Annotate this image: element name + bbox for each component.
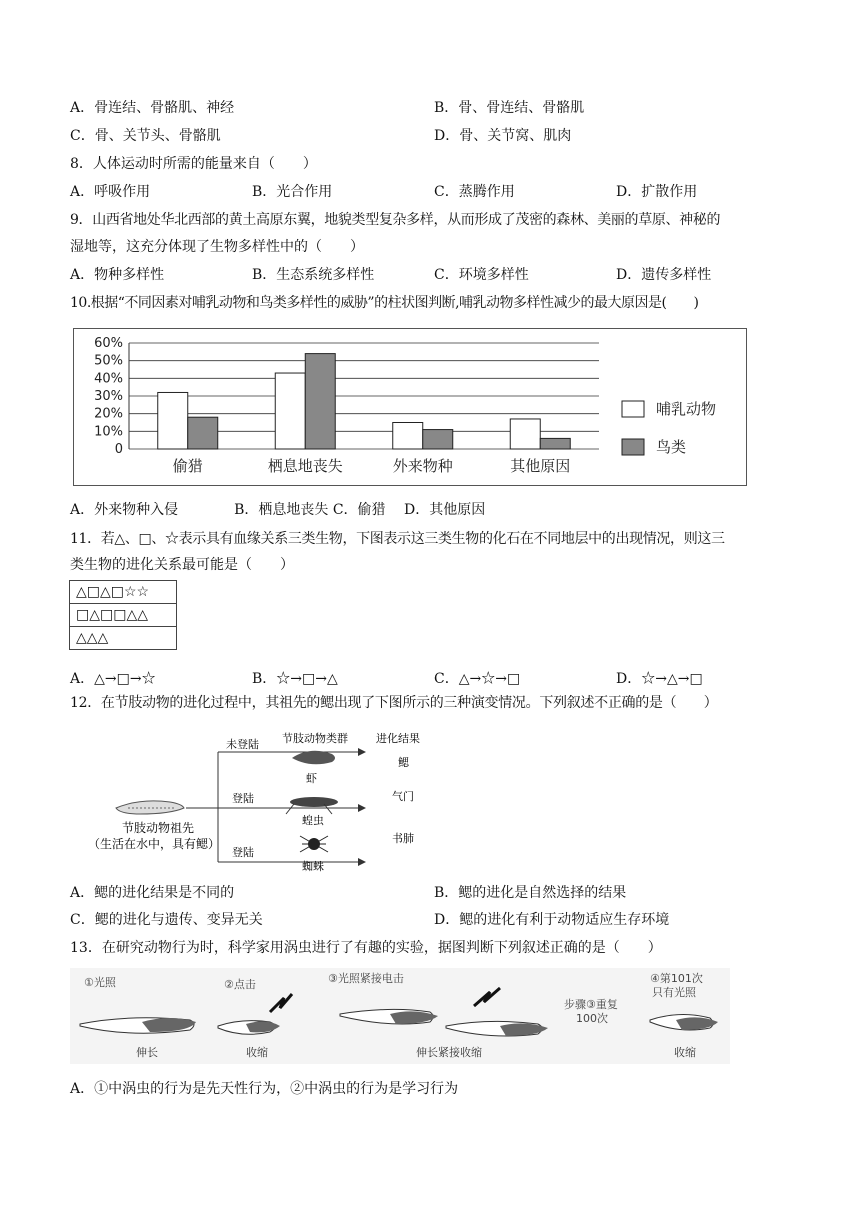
q8-option-c: C．蒸腾作用 bbox=[434, 184, 515, 200]
q9-stem-line1: 9．山西省地处华北西部的黄土高原东翼，地貌类型复杂多样，从而形成了茂密的森林、美丽的草原、神秘的 bbox=[70, 212, 721, 228]
ancestor-desc: （生活在水中，具有鳃） bbox=[88, 837, 221, 851]
branch-label-2: 登陆 bbox=[232, 792, 254, 805]
bar-mammal bbox=[393, 423, 423, 450]
animal-locust: 蝗虫 bbox=[302, 814, 324, 827]
q13-stem: 13．在研究动物行为时，科学家用涡虫进行了有趣的实验，据图判断下列叙述正确的是（ ） bbox=[70, 940, 662, 956]
caption-contract: 收缩 bbox=[246, 1046, 268, 1059]
fossil-strata-table bbox=[69, 580, 177, 650]
legend-label: 鸟类 bbox=[656, 438, 687, 456]
q11-option-d: D．☆→△→□ bbox=[616, 671, 703, 687]
q12-option-c: C．鳃的进化与遗传、变异无关 bbox=[70, 912, 263, 928]
threat-bar-chart bbox=[73, 328, 747, 486]
ancestor-label: 节肢动物祖先 bbox=[122, 821, 195, 835]
y-tick-label: 20% bbox=[94, 406, 123, 422]
q8-option-a: A．呼吸作用 bbox=[70, 184, 151, 200]
animal-shrimp: 虾 bbox=[306, 772, 317, 785]
q11-option-b: B．☆→□→△ bbox=[252, 671, 338, 687]
q12-option-b: B．鳃的进化是自然选择的结果 bbox=[434, 885, 627, 901]
q8-option-b: B．光合作用 bbox=[252, 184, 333, 200]
repeat-label-2: 100次 bbox=[576, 1012, 608, 1025]
q9-stem-line2: 湿地等，这充分体现了生物多样性中的（ ） bbox=[70, 239, 364, 255]
q11-option-c: C．△→☆→□ bbox=[434, 671, 521, 687]
y-tick-label: 30% bbox=[94, 389, 123, 404]
col-header-result: 进化结果 bbox=[376, 732, 420, 745]
q11-option-a: A．△→□→☆ bbox=[70, 671, 156, 687]
legend-swatch bbox=[622, 401, 644, 417]
x-tick-label: 偷猎 bbox=[172, 457, 203, 475]
q8-option-d: D．扩散作用 bbox=[616, 184, 698, 200]
bar-bird bbox=[423, 430, 453, 449]
q7-option-c: C．骨、关节头、骨骼肌 bbox=[70, 128, 221, 144]
q10-stem: 10.根据“不同因素对哺乳动物和鸟类多样性的威胁”的柱状图判断,哺乳动物多样性减少的最大原因是( ) bbox=[70, 295, 699, 311]
result-gill: 鳃 bbox=[398, 756, 409, 769]
shrimp-icon bbox=[292, 751, 335, 764]
y-tick-label: 60% bbox=[94, 336, 123, 351]
step4-label-2: 只有光照 bbox=[652, 986, 696, 999]
branch-label-3: 登陆 bbox=[232, 846, 254, 859]
q8-stem: 8．人体运动时所需的能量来自（ ） bbox=[70, 156, 317, 172]
repeat-label-1: 步骤③重复 bbox=[564, 998, 618, 1011]
y-tick-label: 10% bbox=[94, 424, 123, 440]
q9-option-b: B．生态系统多样性 bbox=[252, 267, 375, 283]
q7-option-b: B．骨、骨连结、骨骼肌 bbox=[434, 100, 585, 116]
stratum-cell: △△△ bbox=[70, 627, 177, 650]
caption-extend: 伸长 bbox=[136, 1046, 158, 1059]
q12-stem: 12．在节肢动物的进化过程中，其祖先的鳃出现了下图所示的三种演变情况。下列叙述不正确的是（ ） bbox=[70, 695, 718, 711]
arthropod-evolution-figure bbox=[70, 728, 450, 876]
step1-label: ①光照 bbox=[84, 976, 116, 989]
q7-option-a: A．骨连结、骨骼肌、神经 bbox=[70, 100, 235, 116]
x-tick-label: 其他原因 bbox=[510, 457, 571, 475]
spider-icon bbox=[300, 836, 328, 852]
q9-option-c: C．环境多样性 bbox=[434, 267, 529, 283]
bar-chart-svg bbox=[74, 329, 746, 485]
q13-option-a: A．①中涡虫的行为是先天性行为，②中涡虫的行为是学习行为 bbox=[70, 1081, 459, 1097]
bar-bird bbox=[188, 417, 218, 449]
bar-bird bbox=[540, 438, 570, 449]
q11-stem-line1: 11．若△、□、☆表示具有血缘关系三类生物，下图表示这三类生物的化石在不同地层中的出现情况，则这三 bbox=[70, 531, 725, 547]
result-spiracle: 气门 bbox=[392, 790, 414, 803]
step4-label-1: ④第101次 bbox=[650, 972, 703, 985]
bar-bird bbox=[305, 354, 335, 449]
stratum-row bbox=[70, 581, 177, 604]
y-tick-label: 0 bbox=[114, 442, 123, 457]
col-header-group: 节肢动物类群 bbox=[282, 732, 348, 745]
bar-mammal bbox=[510, 419, 540, 449]
caption-contract-2: 收缩 bbox=[674, 1046, 696, 1059]
y-tick-label: 50% bbox=[94, 353, 123, 369]
caption-extend-contract: 伸长紧接收缩 bbox=[416, 1046, 482, 1059]
q9-option-a: A．物种多样性 bbox=[70, 267, 165, 283]
animal-spider: 蜘蛛 bbox=[302, 860, 324, 873]
y-tick-label: 40% bbox=[94, 371, 123, 387]
legend-swatch bbox=[622, 439, 644, 455]
q10-options: A．外来物种入侵 B．栖息地丧失 C．偷猎 D．其他原因 bbox=[70, 502, 486, 518]
result-book-lung: 书肺 bbox=[392, 832, 414, 845]
x-tick-label: 外来物种 bbox=[392, 457, 453, 475]
stratum-cell: △□△□☆☆ bbox=[70, 581, 177, 604]
q11-stem-line2: 类生物的进化关系最可能是（ ） bbox=[70, 557, 294, 573]
q12-option-d: D．鳃的进化有利于动物适应生存环境 bbox=[434, 912, 670, 928]
legend-label: 哺乳动物 bbox=[656, 400, 717, 418]
step3-label: ③光照紧接电击 bbox=[328, 972, 404, 985]
ancestor-shrimp-icon bbox=[116, 801, 184, 814]
bar-mammal bbox=[158, 392, 188, 449]
stratum-cell: □△□□△△ bbox=[70, 604, 177, 627]
q9-option-d: D．遗传多样性 bbox=[616, 267, 712, 283]
q7-option-d: D．骨、关节窝、肌肉 bbox=[434, 128, 572, 144]
stratum-row bbox=[70, 627, 177, 650]
x-tick-label: 栖息地丧失 bbox=[267, 457, 343, 475]
q12-option-a: A．鳃的进化结果是不同的 bbox=[70, 885, 235, 901]
locust-icon bbox=[286, 797, 338, 814]
planarian-experiment-figure bbox=[70, 968, 730, 1064]
branch-label-1: 未登陆 bbox=[226, 738, 259, 751]
step2-label: ②点击 bbox=[224, 978, 256, 991]
stratum-row bbox=[70, 604, 177, 627]
bar-mammal bbox=[275, 373, 305, 449]
